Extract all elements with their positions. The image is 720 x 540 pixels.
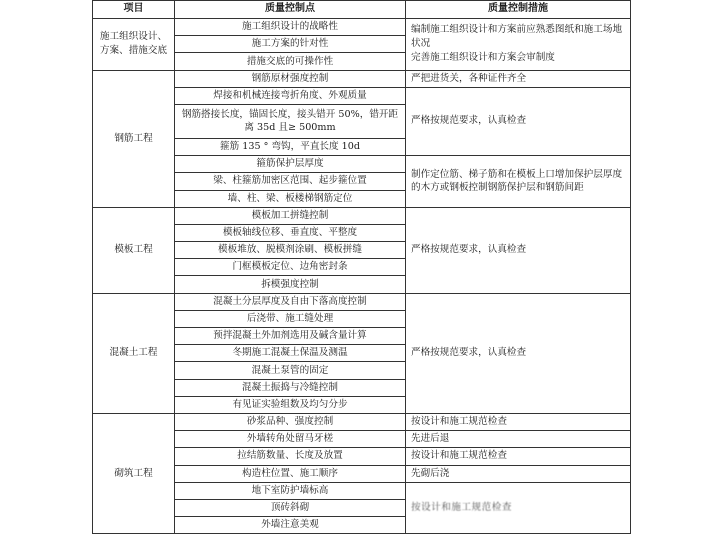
control-measure <box>406 19 631 71</box>
table-row <box>93 70 631 87</box>
header-point: 质量控制点 <box>175 1 406 19</box>
control-measure: 严格按规范要求，认真检查 <box>406 87 631 155</box>
table-row <box>93 207 631 224</box>
row-item: 模板工程 <box>93 207 175 293</box>
control-measure: 严格按规范要求，认真检查 <box>406 293 631 413</box>
control-measure: 严把进货关，各种证件齐全 <box>406 70 631 87</box>
control-point: 墙、柱、梁、板楼梯钢筋定位 <box>175 190 406 207</box>
control-measure: 按设计和施工规范检查 <box>406 482 631 534</box>
control-point: 箍筋保护层厚度 <box>175 156 406 173</box>
control-point: 预拌混凝土外加剂选用及碱含量计算 <box>175 328 406 345</box>
control-point: 箍筋 135 ° 弯钩，平直长度 10d <box>175 138 406 155</box>
control-measure: 先砌后浇 <box>406 465 631 482</box>
row-item: 混凝土工程 <box>93 293 175 413</box>
control-point: 措施交底的可操作性 <box>175 53 406 70</box>
control-point: 外墙转角处留马牙槎 <box>175 431 406 448</box>
header-item: 项目 <box>93 1 175 19</box>
control-point: 拆模强度控制 <box>175 276 406 293</box>
control-measure: 先进后退 <box>406 431 631 448</box>
row-item: 砌筑工程 <box>93 413 175 533</box>
control-point: 施工方案的针对性 <box>175 36 406 53</box>
control-point: 模板堆放、脱模剂涂刷、模板拼缝 <box>175 242 406 259</box>
table-header-row <box>93 1 631 19</box>
control-point: 构造柱位置、施工顺序 <box>175 465 406 482</box>
quality-control-table <box>92 0 631 534</box>
measure-line: 完善施工组织设计和方案会审制度 <box>411 52 555 64</box>
control-point: 地下室防护墙标高 <box>175 482 406 499</box>
control-point: 有见证实验组数及均匀分步 <box>175 396 406 413</box>
control-point: 外墙注意美观 <box>175 517 406 534</box>
control-point: 门框模板定位、边角密封条 <box>175 259 406 276</box>
control-point: 顶砖斜砌 <box>175 499 406 516</box>
control-point: 钢筋搭接长度，锚固长度，接头错开 50%，错开距离 35d 且≥ 500mm <box>175 104 406 138</box>
control-point: 混凝土分层厚度及自由下落高度控制 <box>175 293 406 310</box>
control-measure: 严格按规范要求，认真检查 <box>406 207 631 293</box>
control-point: 砂浆品种、强度控制 <box>175 413 406 430</box>
control-point: 冬期施工混凝土保温及测温 <box>175 345 406 362</box>
table-row <box>93 293 631 310</box>
control-point: 模板轴线位移、垂直度、平整度 <box>175 224 406 241</box>
control-measure: 制作定位筋、梯子筋和在模板上口增加保护层厚度的木方或钢板控制钢筋保护层和钢筋间距 <box>406 156 631 208</box>
control-point: 焊接和机械连接弯折角度、外观质量 <box>175 87 406 104</box>
quality-control-table-document <box>92 0 630 540</box>
control-point: 后浇带、施工缝处理 <box>175 310 406 327</box>
table-row <box>93 413 631 430</box>
row-item: 施工组织设计、方案、措施交底 <box>93 19 175 71</box>
control-point: 钢筋原材强度控制 <box>175 70 406 87</box>
table-row <box>93 19 631 36</box>
control-point: 混凝土泵管的固定 <box>175 362 406 379</box>
control-point: 混凝土振捣与冷缝控制 <box>175 379 406 396</box>
control-measure: 按设计和施工规范检查 <box>406 448 631 465</box>
control-point: 施工组织设计的战略性 <box>175 19 406 36</box>
row-item: 钢筋工程 <box>93 70 175 207</box>
control-point: 模板加工拼缝控制 <box>175 207 406 224</box>
header-measure: 质量控制措施 <box>406 1 631 19</box>
control-measure: 按设计和施工规范检查 <box>406 413 631 430</box>
control-point: 梁、柱箍筋加密区范围、起步箍位置 <box>175 173 406 190</box>
measure-line: 编制施工组织设计和方案前应熟悉图纸和施工场地状况 <box>411 24 623 50</box>
control-point: 拉结筋数量、长度及放置 <box>175 448 406 465</box>
